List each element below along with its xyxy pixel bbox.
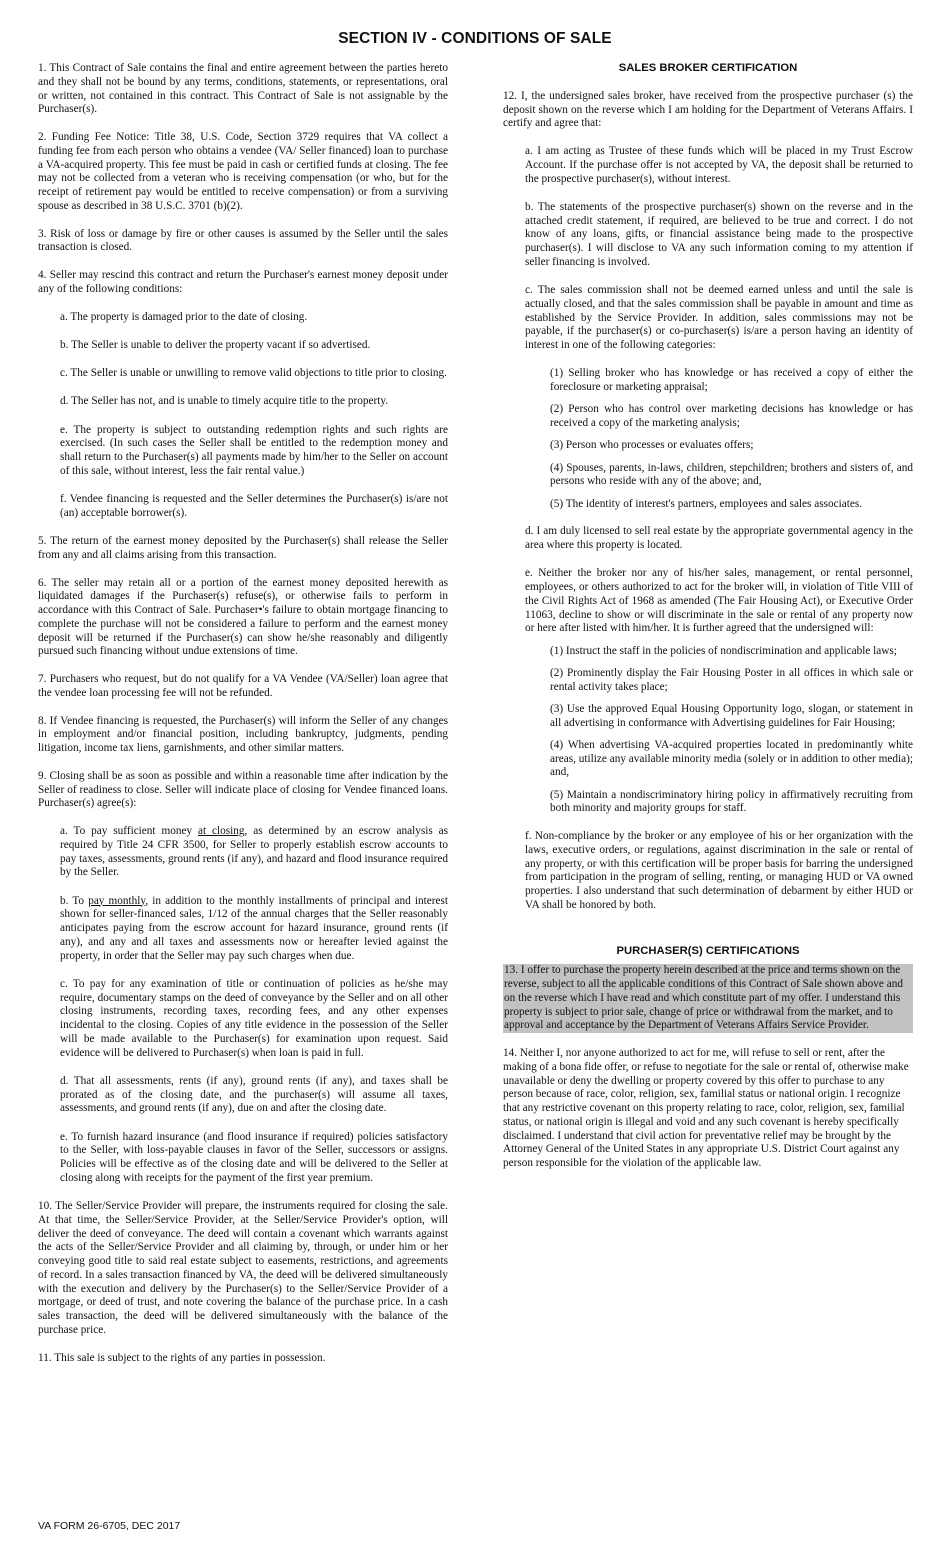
clause-8: 8. If Vendee financing is requested, the Purchaser(s) will inform the Seller of any changes in employment and/or financial position, including bankruptcy, judgments, pending litigation, income tax liens, garnishments, and other similar matters. [38, 714, 448, 754]
clause-9a-text-rest: , as determined by an escrow analysis as required by Title 24 CFR 3500, for Seller to properly establish escrow accounts to pay taxes, assessments, ground rents (if any), and hazard and flood insurance required by the Seller. [60, 825, 448, 879]
clause-9b-text: b. To [60, 894, 89, 907]
clause-9d: d. That all assessments, rents (if any), ground rents (if any), and taxes shall be prorated as of the closing date, and the purchaser(s) will assume all taxes, assessments, and ground rents (if any), due on and after the closing date. [60, 1074, 448, 1115]
clause-12c-3: (3) Person who processes or evaluates offers; [550, 439, 754, 452]
clause-12a: a. I am acting as Trustee of these funds which will be placed in my Trust Escrow Account. If the purchase offer is not accepted by VA, the deposit shall be returned to the prospective purchaser(s), without interest. [525, 145, 913, 185]
clause-12c-1: (1) Selling broker who has knowledge or has received a copy of either the foreclosure or marketing appraisal; [550, 367, 913, 393]
clause-9a-text: a. To pay sufficient money [60, 825, 198, 837]
clause-1: 1. This Contract of Sale contains the final and entire agreement between the parties hereto and they shall not be bound by any terms, conditions, statements, or representations, oral or written, not contained in this contract. This Contract of Sale is not assignable by the Purchaser(s). [38, 62, 448, 116]
clause-12f: f. Non-compliance by the broker or any employee of his or her organization with the laws, executive orders, or regulations, against discrimination in the sale or rental of any property, or with this certification will be proper basis for barring the undersigned from participation in the program of selling, renting, or managing HUD or VA owned properties. I also understand that such determination of debarment by either HUD or VA shall be honored by both. [525, 830, 913, 911]
clause-4b: b. The Seller is unable to deliver the property vacant if so advertised. [60, 338, 371, 351]
clause-3: 3. Risk of loss or damage by fire or other causes is assumed by the Seller until the sales transaction is closed. [38, 227, 448, 254]
clause-12c-5: (5) The identity of interest's partners, employees and sales associates. [550, 497, 863, 510]
page-title: SECTION IV - CONDITIONS OF SALE [338, 30, 612, 47]
clause-12b: b. The statements of the prospective purchaser(s) shown on the reverse and in the attached credit statement, if required, are believed to be true and correct. I do not know of any loans, gifts, or financial assistance being made to the prospective purchaser(s). I will disclose to VA any such information coming to my attention if seller financing is involved. [525, 200, 913, 268]
clause-12e-2: (2) Prominently display the Fair Housing Poster in all offices in which sale or rental activity takes place; [550, 666, 913, 693]
right-column [503, 62, 913, 1185]
clause-9b [60, 895, 448, 964]
clause-12e-1: (1) Instruct the staff in the policies of nondiscrimination and applicable laws; [550, 644, 897, 657]
clause-9e: e. To furnish hazard insurance (and flood insurance if required) policies satisfactory to the Seller, with loss-payable clauses in favor of the Seller, successors or assigns. Policies will be effective as of the closing date and will be delivered to the Seller at closing along with receipts for the payment of the first year premium. [60, 1130, 448, 1184]
clause-6: 6. The seller may retain all or a portion of the earnest money deposited herewith as liquidated damages if the Purchaser(s) refuse(s), or otherwise fails to perform in accordance with this Contract of Sale. Purchaser•'s failure to obtain mortgage financing to complete the purchase will not be considered a failure to perform and the earnest money deposit will be returned if the Purchaser(s) can show he/she reasonably and diligently pursued such financing without undue extensions of time. [38, 576, 448, 658]
clause-12e-3: (3) Use the approved Equal Housing Opportunity logo, slogan, or statement in all advertising in conformance with Advertising guidelines for Fair Housing; [550, 702, 913, 729]
clause-12c-2: (2) Person who has control over marketing decisions has knowledge or has received a copy of the marketing analysis; [550, 403, 913, 429]
broker-certification-heading: SALES BROKER CERTIFICATION [618, 62, 798, 74]
purchaser-certifications-heading: PURCHASER(S) CERTIFICATIONS [616, 944, 800, 957]
clause-9a [60, 825, 448, 880]
clause-12d: d. I am duly licensed to sell real estate by the appropriate governmental agency in the area where this property is located. [525, 525, 913, 551]
clause-9c: c. To pay for any examination of title or continuation of policies as he/she may require, documentary stamps on the deed of conveyance by the Seller and on all other closing instruments, recording taxes, recording fees, and any other expenses incidental to the closing. Copies of any title evidence in the possession of the Seller will be made available to the Purchaser(s) for examination upon request. Said evidence will be delivered to Purchaser(s) when loan is paid in full. [60, 977, 448, 1059]
clause-11: 11. This sale is subject to the rights of any parties in possession. [38, 1351, 326, 1364]
clause-4e: e. The property is subject to outstanding redemption rights and such rights are exercised. (In such cases the Seller shall be entitled to the redemption money and shall return to the Purchaser(s) all payments made by him/her to the Seller on account of this sale, without interest, less the fair rental value.) [60, 423, 448, 477]
clause-12e: e. Neither the broker nor any of his/her sales, management, or rental personnel, employees, or others authorized to act for the broker will, in violation of Title VIII of the Civil Rights Act of 1968 as amended (The Fair Housing Act), or Executive Order 11063, decline to show or will discriminate in the sale or rental of any property now or here after listed with him/her. It is further agreed that the undersigned will: [525, 567, 913, 635]
clause-9: 9. Closing shall be as soon as possible and within a reasonable time after indication by the Seller of readiness to close. Seller will indicate place of closing for Vendee financed loans. Purchaser(s) agree(s): [38, 769, 448, 810]
clause-5: 5. The return of the earnest money deposited by the Purchaser(s) shall release the Seller from any and all claims arising from this transaction. [38, 535, 448, 561]
clause-7: 7. Purchasers who request, but do not qualify for a VA Vendee (VA/Seller) loan agree that the vendee loan processing fee will not be refunded. [38, 673, 448, 699]
clause-13: 13. I offer to purchase the property herein described at the price and terms shown on the reverse, subject to all the applicable conditions of this Contract of Sale shown above and on the reverse which I have read and which constitute part of my offer. I understand this property is subject to prior sale, change of price or withdrawal from the market, and to approval and acceptance by the Department of Veterans Affairs Service Provider. [503, 964, 913, 1033]
clause-9a-underlined: at closing [197, 825, 245, 837]
clause-12e-4: (4) When advertising VA-acquired properties located in predominantly white areas, utilize any available minority media (solely or in addition to other media); and, [550, 738, 913, 779]
clause-4c: c. The Seller is unable or unwilling to remove valid objections to title prior to closing. [60, 367, 447, 379]
clause-4d: d. The Seller has not, and is unable to timely acquire title to the property. [60, 395, 389, 408]
clause-4: 4. Seller may rescind this contract and return the Purchaser's earnest money deposit under any of the following conditions: [38, 269, 448, 295]
clause-2: 2. Funding Fee Notice: Title 38, U.S. Code, Section 3729 requires that VA collect a funding fee from each person who obtains a vendee (VA/ Seller financed) loan to purchase a VA-acquired property. This fee must be paid in cash or certified funds at closing. The fee may not be collected from a veteran who is receiving compensation (or who, but for the receipt of retirement pay would be entitled to receive compensation) or from a surviving spouse as described in 38 U.S.C. 3701 (b)(2). [38, 131, 448, 212]
clause-12c-4: (4) Spouses, parents, in-laws, children, stepchildren; brothers and sisters of, and persons who reside with any of the above; and, [550, 461, 913, 488]
left-column [38, 62, 448, 1379]
clause-12e-5: (5) Maintain a nondiscriminatory hiring policy in affirmatively recruiting from both minority and majority groups for staff. [550, 788, 913, 815]
clause-12c: c. The sales commission shall not be deemed earned unless and until the sale is actually closed, and that the sales commission shall be payable in amount and time as established by the Service Provider. In addition, sales commissions may not be payable, if the purchaser(s) or co-purchaser(s) is/are a person having an identity of interest in one of the following categories: [525, 284, 913, 351]
clause-9b-underlined: pay monthly [88, 894, 146, 907]
clause-4f: f. Vendee financing is requested and the Seller determines the Purchaser(s) is/are not (an) acceptable borrower(s). [60, 493, 448, 519]
clause-12: 12. I, the undersigned sales broker, have received from the prospective purchaser (s) the deposit shown on the reverse which I am holding for the Department of Veterans Affairs. I certify and agree that: [503, 89, 913, 130]
clause-14: 14. Neither I, nor anyone authorized to act for me, will refuse to sell or rent, after the making of a bona fide offer, or refuse to negotiate for the sale or rental of, otherwise make unavailable or deny the dwelling or property covered by this offer to purchase to any person because of race, color, religion, sex, familial status or national origin. I recognize that any restrictive covenant on this property relating to race, color, religion, sex, familial status, or national origin is illegal and void and any such covenant is hereby specifically disclaimed. I understand that civil action for preventative relief may be brought by the Attorney General of the United States in any appropriate U.S. District Court against any person responsible for the violation of the applicable law. [503, 1047, 909, 1169]
clause-9b-text-rest: , in addition to the monthly installments of principal and interest shown for seller-financed sales, 1/12 of the annual charges that the Seller reasonably anticipates paying from the escrow account for hazard insurance, ground rents (if any), and any and all taxes and assessments now or hereafter levied against the property, in order that the Seller may pay such charges when due. [60, 894, 449, 962]
clause-4a: a. The property is damaged prior to the date of closing. [60, 310, 308, 323]
clause-10: 10. The Seller/Service Provider will prepare, the instruments required for closing the sale. At that time, the Seller/Service Provider, at the Seller/Service Provider's option, will deliver the deed of conveyance. The deed will contain a covenant which warrants against the acts of the Seller/Service Provider and all claiming by, through, or under him or her conveying good title to said real estate subject to easements, restrictions, and agreements of record. In a sales transaction financed by VA, the deed will be delivered simultaneously with the execution and delivery by the Purchaser(s) to the Seller/Service Provider of a mortgage, or deed of trust, and note covering the balance of the purchase price. In a cash sales transaction, the deed will be delivered simultaneously with the balance of the purchase price. [38, 1200, 448, 1336]
form-number-footer: VA FORM 26-6705, DEC 2017 [38, 1520, 181, 1532]
